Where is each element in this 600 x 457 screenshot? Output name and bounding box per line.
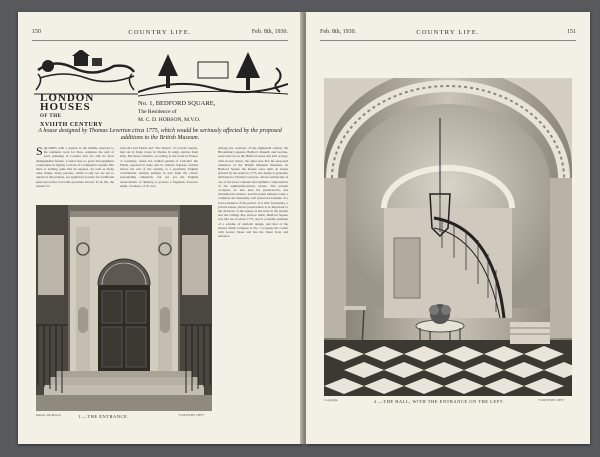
right-page-number: 151: [567, 29, 576, 35]
right-page: [306, 12, 590, 444]
right-page-header: [320, 29, 576, 39]
magazine-spread: [18, 12, 590, 444]
series-title-line2: HOUSES: [40, 101, 91, 113]
entrance-photo-caption: 1.—THE ENTRANCE.: [78, 414, 129, 419]
left-header-rule: [32, 40, 288, 41]
left-page-header: [32, 29, 288, 39]
entrance-photo: [36, 205, 212, 411]
right-running-title: COUNTRY LIFE.: [416, 29, 480, 36]
banner-trees-ornament: [138, 48, 288, 98]
intro-caption: A house designed by Thomas Leverton circa 1775, which would be seriously affected by the proposed additions to the British Museum.: [38, 128, 282, 141]
residence-line2: M. C. D. HOBSON, M.V.O.: [138, 117, 201, 123]
series-title: [40, 94, 103, 130]
left-photo-credit: Messrs. Dickinson.: [36, 413, 62, 417]
left-running-title: COUNTRY LIFE.: [128, 29, 192, 36]
text-column-1: [36, 146, 114, 202]
left-page-number: 150: [32, 29, 41, 35]
right-header-rule: [320, 40, 576, 41]
left-photo-credit-right: "COUNTRY LIFE.": [178, 413, 205, 417]
series-title-line1: LONDON: [40, 92, 95, 104]
right-page-date: Feb. 8th, 1930.: [320, 29, 357, 35]
right-photo-credit-right: "COUNTRY LIFE.": [538, 398, 565, 402]
text-column-1-body: QUARES with a garden in the middle reserved to the residents were for three centuries the unit of town planning in London and are still its most distinguished feature. London has no great thoroughfares comparable in dignity to those of Continental capitals. But there is nothing quite like its squares. As well as many other things, many persons, which to-day we are apt to regard as innovations, are applied in London for traditional purposes before it became prevalent abroad. To be fair, the pattern for: [36, 146, 114, 188]
drop-cap: S: [36, 146, 43, 158]
right-photo-credit: Copyright.: [324, 398, 339, 402]
article-title: No. 1, BEDFORD SQUARE,: [138, 100, 216, 107]
text-column-2: Lincoln's Inn Fields and "The Piazza" of Covent Garden, laid out by Inigo Jones in Charles I's reign, derives from Italy. But these schemes, according to the trend in France or Germany, where the vaulted garden of Lincoln's Inn Fields, repeated in Soho and St. James's Squares, formed before the end of the century, is a peculiarly English contribution. Arising perhaps in part from the classic surrounding cathedrals, but not yet the English characteristic of desiring to possess a fragment, however small, of nature, of its own.: [120, 146, 198, 188]
left-page-date: Feb. 8th, 1930.: [251, 29, 288, 35]
residence-line1: The Residence of: [138, 109, 177, 115]
series-title-line4: XVIIITH CENTURY: [40, 122, 103, 128]
hall-photo: [324, 78, 572, 396]
text-column-3: Among the creations of the eighteenth century the Bloomsbury squares, Bedford, Russell, and Gordon, were laid out on the Bedford estate and still occupy, with Gower Street, the quiet area that the proposed extension of the British Museum threatens. In Bedford Square the houses were built on leases granted by the estate in 1775, the design is generally attributed to Thomas Leverton, whose architecture is one of the most coherent and rhythmic compositions of the eighteenth-century streets. The present occupant, no less than his predecessors, has cherished the interior, and the house remains today a complete and unusually well preserved example of a town residence of the period. It is still, fortunately, a private house, and its preservation is as important to the character of the square as the trees in the garden and the railings that enclose them. Bedford Square was laid out in about 1775, and is a notable example of a scheme of uniform design, and that of the houses which compose it. No. 1 occupies the corner with Gower Street and has the finest front and entrance.: [218, 146, 288, 239]
article-heading: [138, 100, 215, 124]
left-page: [18, 12, 302, 444]
hall-photo-caption: 2.—THE HALL, WITH THE ENTRANCE ON THE LEFT.: [374, 399, 505, 404]
series-title-line3: OF THE: [40, 114, 62, 119]
